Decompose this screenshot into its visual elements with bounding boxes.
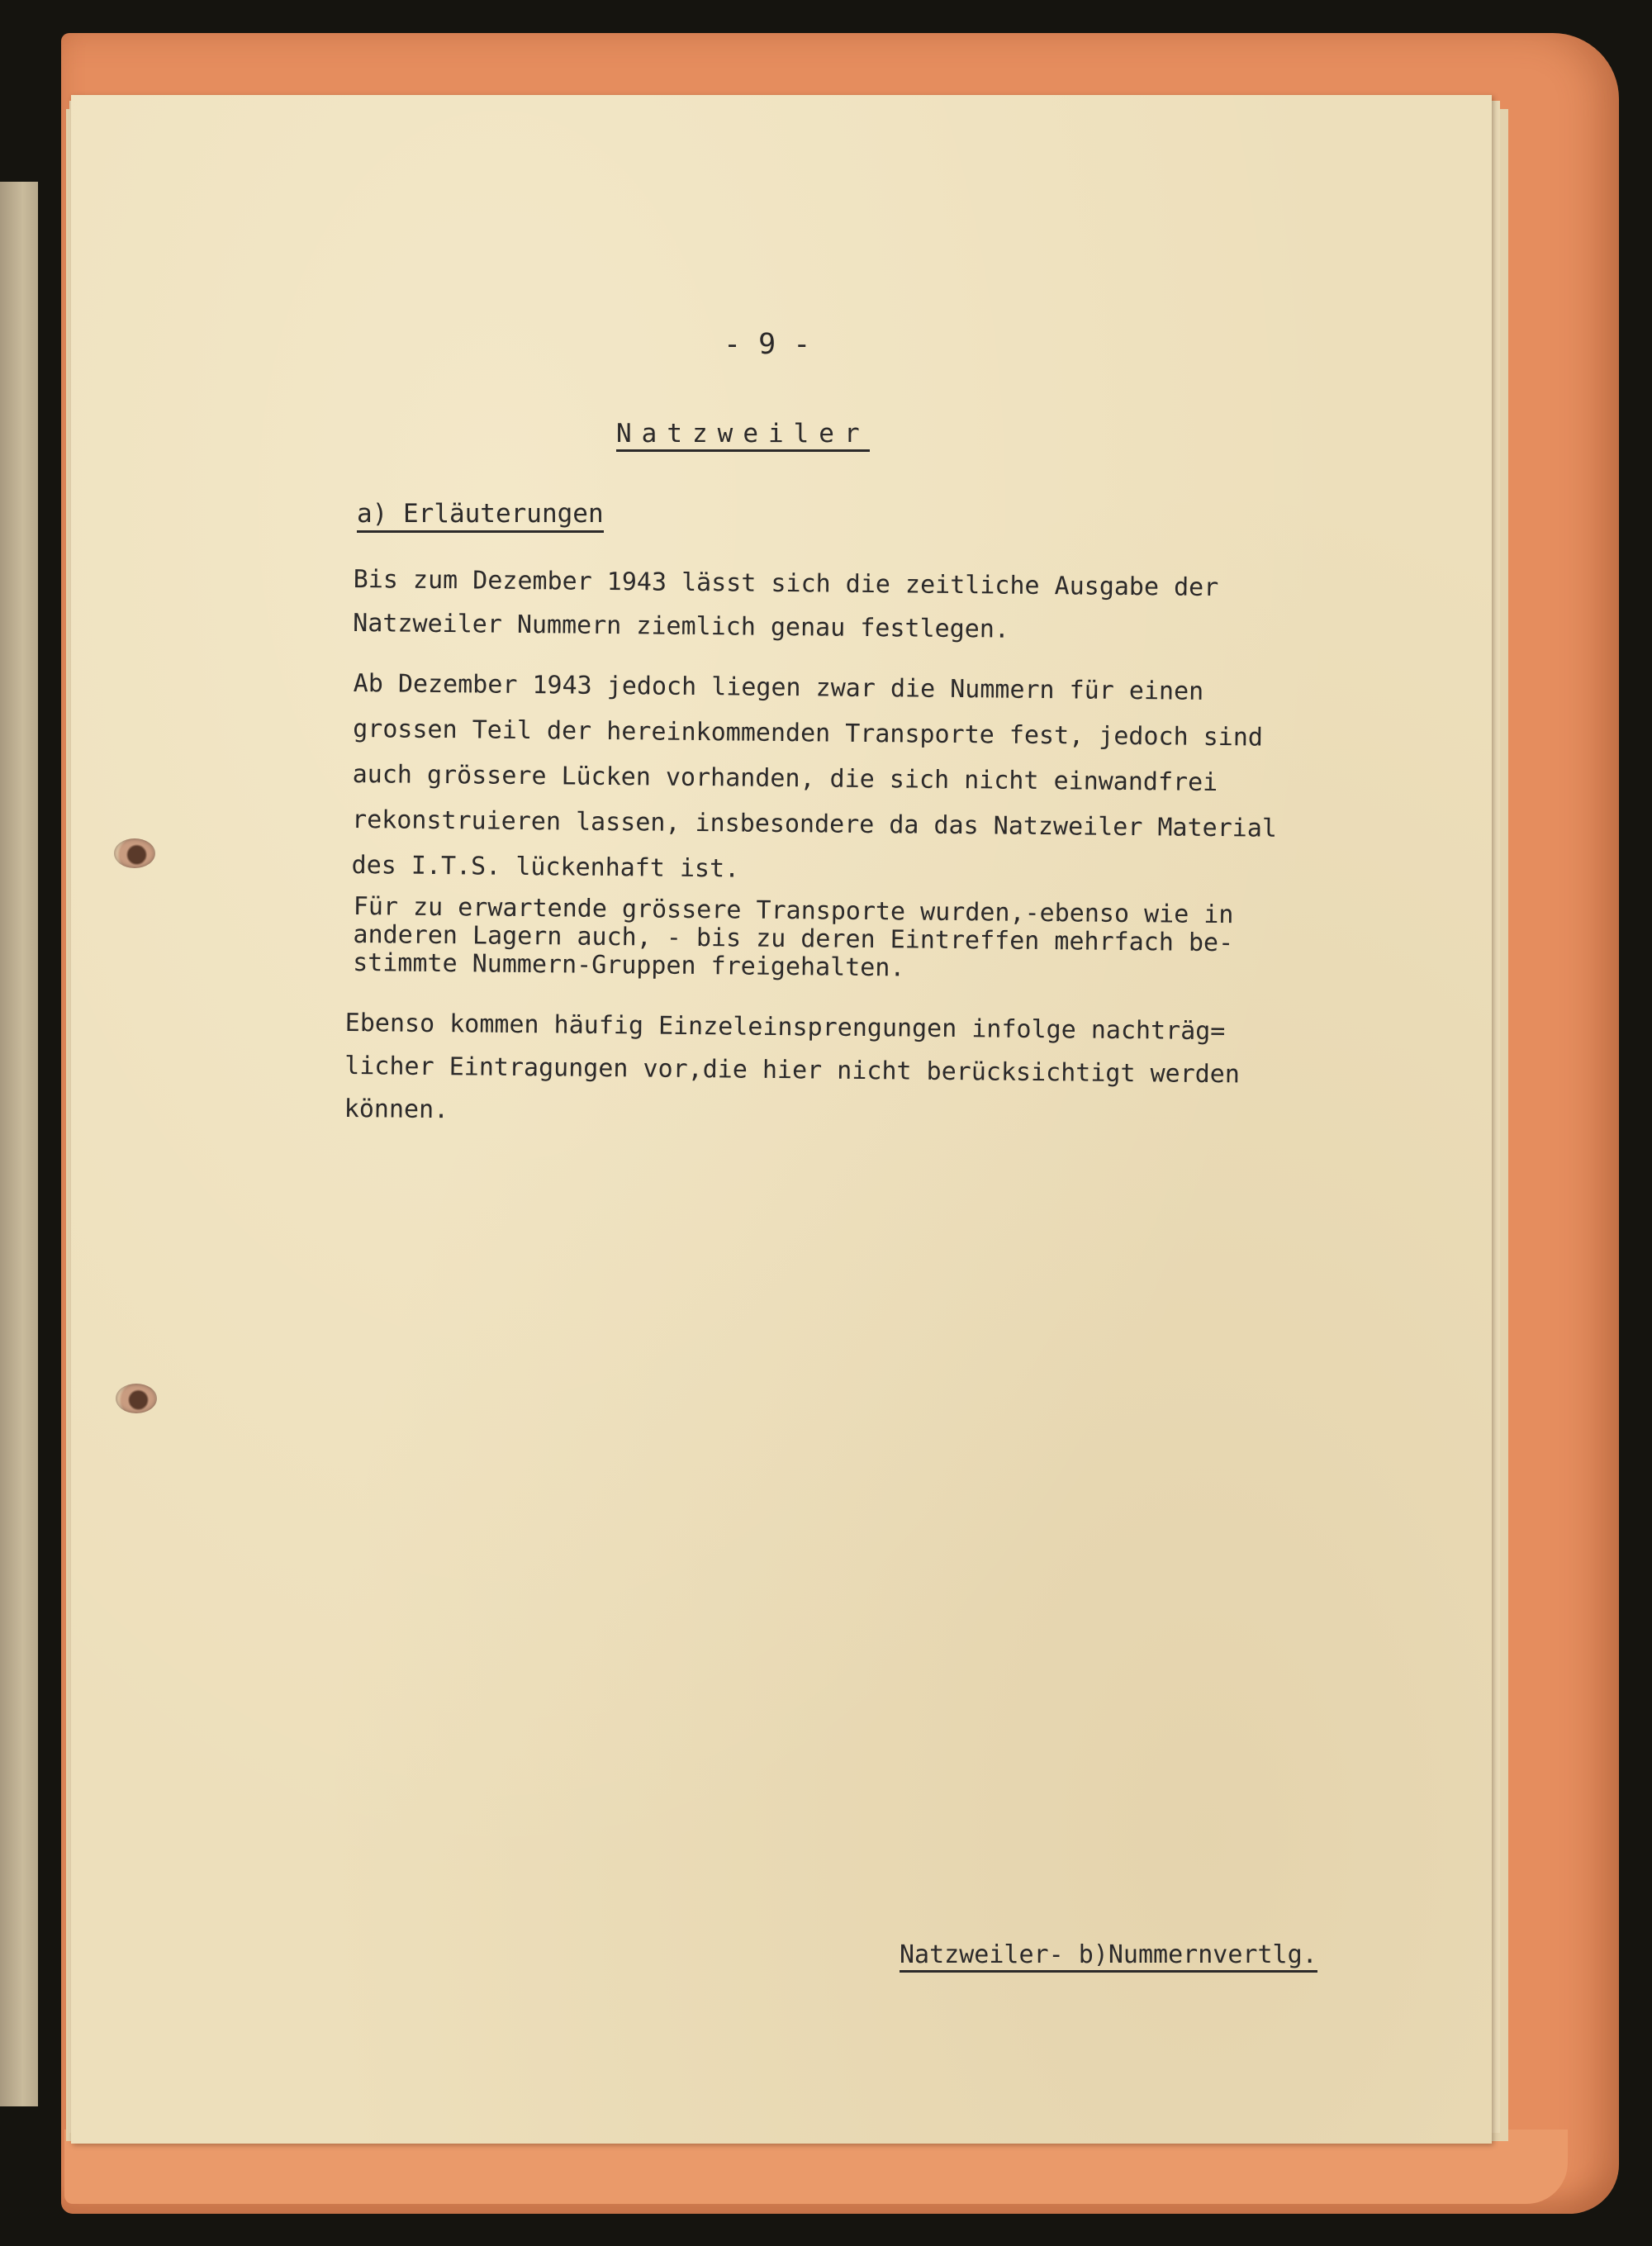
text-line: licher Eintragungen vor,die hier nicht berücksichtigt werden	[344, 1051, 1241, 1090]
text-line: können.	[344, 1094, 449, 1125]
text-line: stimmte Nummern-Gruppen freigehalten.	[353, 947, 905, 983]
text-line: rekonstruieren lassen, insbesondere da das Natzweiler Material	[351, 805, 1278, 843]
text-line: Natzweiler Nummern ziemlich genau festlegen.	[353, 608, 1010, 644]
continuation-reference: Natzweiler- b)Nummernvertlg.	[900, 1940, 1317, 1973]
paragraph-2	[351, 661, 1278, 897]
page-title: Natzweiler	[616, 419, 870, 452]
document-page	[71, 95, 1492, 2144]
paragraph-1	[353, 558, 1219, 653]
text-line: Ab Dezember 1943 jedoch liegen zwar die Nummern für einen	[353, 668, 1204, 706]
previous-page-edge	[0, 182, 38, 2106]
text-line: Für zu erwartende grössere Transporte wurden,-ebenso wie in	[353, 892, 1234, 930]
punch-hole	[114, 838, 155, 868]
text-line: Bis zum Dezember 1943 lässt sich die zeitliche Ausgabe der	[353, 564, 1219, 603]
text-line: Ebenso kommen häufig Einzeleinsprengungen infolge nachträg=	[344, 1008, 1226, 1047]
punch-hole	[116, 1384, 157, 1413]
text-line: auch grössere Lücken vorhanden, die sich nicht einwandfrei	[352, 759, 1218, 798]
text-line: des I.T.S. lückenhaft ist.	[351, 850, 740, 884]
paragraph-3	[353, 893, 1234, 985]
text-line: anderen Lagern auch, - bis zu deren Eintreffen mehrfach be-	[353, 919, 1234, 958]
page-number: - 9 -	[724, 328, 811, 361]
paragraph-4	[344, 1002, 1241, 1139]
text-line: grossen Teil der hereinkommenden Transporte fest, jedoch sind	[353, 714, 1264, 753]
section-heading: a) Erläuterungen	[357, 499, 604, 533]
